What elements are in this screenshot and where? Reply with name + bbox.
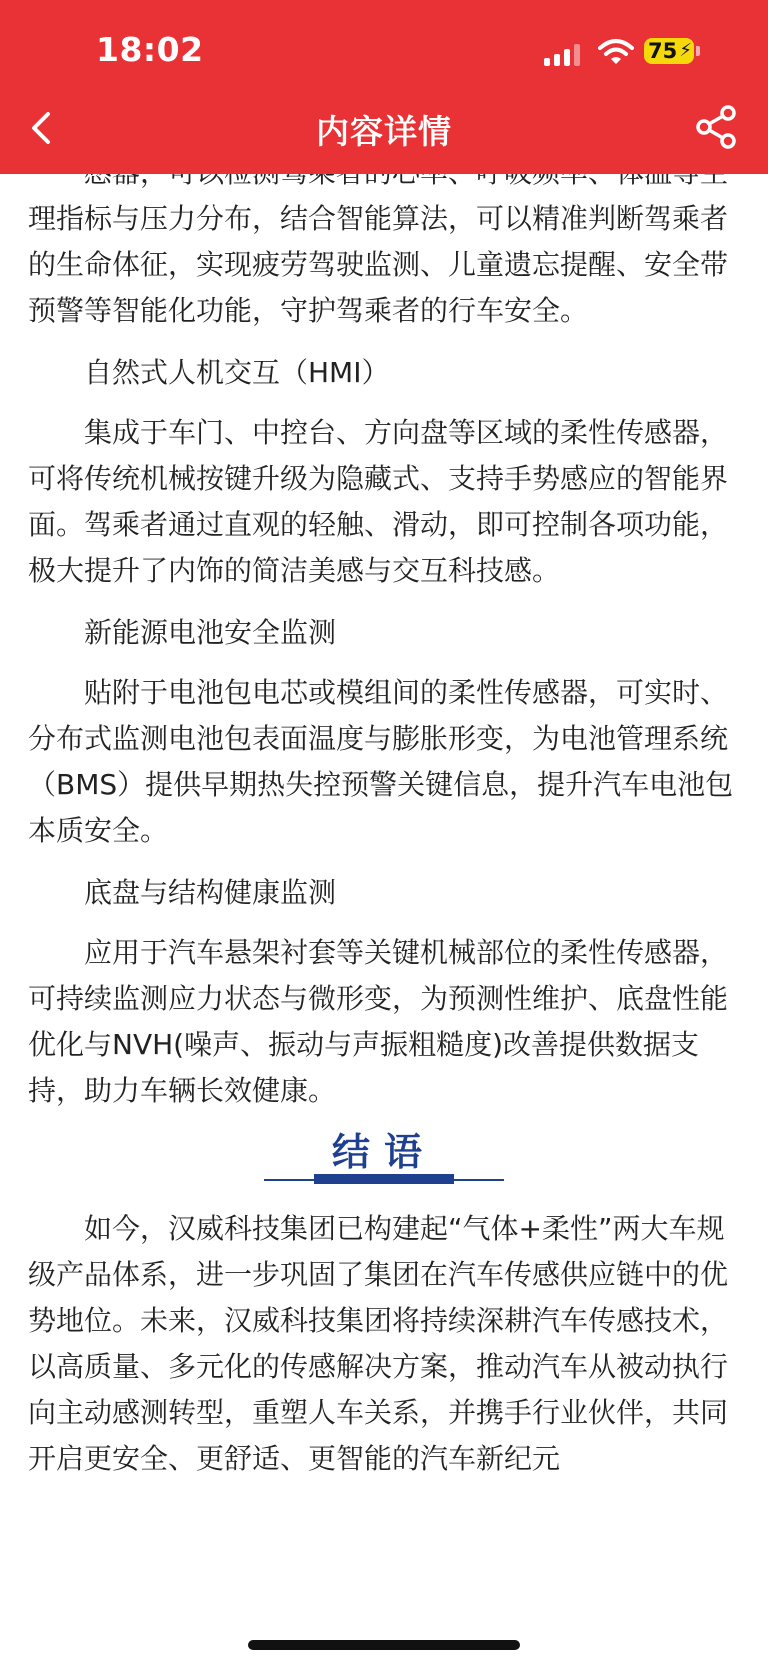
subheading-hmi: 自然式人机交互（HMI） — [84, 356, 390, 389]
paragraph: 如今，汉威科技集团已构建起“气体+柔性”两大车规级产品体系，进一步巩固了集团在汽车传感供应链中的优势地位。未来，汉威科技集团将持续深耕汽车传感技术，以高质量、多元化的传感解决方案，推动汽车从被动执行向主动感测转型，重塑人车关系，并携手行业伙伴，共同开启更安全、更舒适、更智能的汽车新纪元 — [28, 1212, 729, 1475]
section-title-text: 结语 — [331, 1130, 436, 1174]
paragraph: 理指标与压力分布，结合智能算法，可以精准判断驾乘者的生命体征，实现疲劳驾驶监测、儿童遗忘提醒、安全带预警等智能化功能，守护驾乘者的行车安全。 — [28, 202, 729, 327]
status-bar — [0, 0, 768, 100]
nav-bar — [0, 100, 768, 174]
paragraph: 应用于汽车悬架衬套等关键机械部位的柔性传感器，可持续监测应力状态与微形变，为预测性维护、底盘性能优化与NVH(噪声、振动与声振粗糙度)改善提供数据支持，助力车辆长效健康。 — [28, 936, 729, 1107]
battery-tip — [696, 46, 700, 56]
subheading-chassis: 底盘与结构健康监测 — [84, 876, 337, 909]
cellular-signal-icon — [544, 44, 582, 66]
home-indicator[interactable] — [248, 1640, 520, 1650]
bolt-icon: ⚡ — [679, 40, 692, 61]
paragraph: 集成于车门、中控台、方向盘等区域的柔性传感器，可将传统机械按键升级为隐藏式、支持手势感应的智能界面。驾乘者通过直观的轻触、滑动，即可控制各项功能，极大提升了内饰的简洁美感与交互科技感。 — [28, 416, 729, 587]
section-title-underline — [314, 1174, 454, 1184]
subheading-battery: 新能源电池安全监测 — [84, 616, 337, 649]
share-icon[interactable] — [694, 104, 740, 150]
battery-level: 75 — [648, 39, 678, 63]
wifi-icon — [598, 38, 634, 66]
page-title: 内容详情 — [316, 112, 452, 151]
app-header — [0, 0, 768, 174]
paragraph: 贴附于电池包电芯或模组间的柔性传感器，可实时、分布式监测电池包表面温度与膨胀形变，为电池管理系统（BMS）提供早期热失控预警关键信息，提升汽车电池包本质安全。 — [28, 676, 734, 847]
article-body — [28, 150, 740, 1498]
battery-charging-icon — [644, 38, 694, 64]
status-time: 18:02 — [96, 30, 204, 69]
section-title-conclusion — [28, 1130, 740, 1192]
